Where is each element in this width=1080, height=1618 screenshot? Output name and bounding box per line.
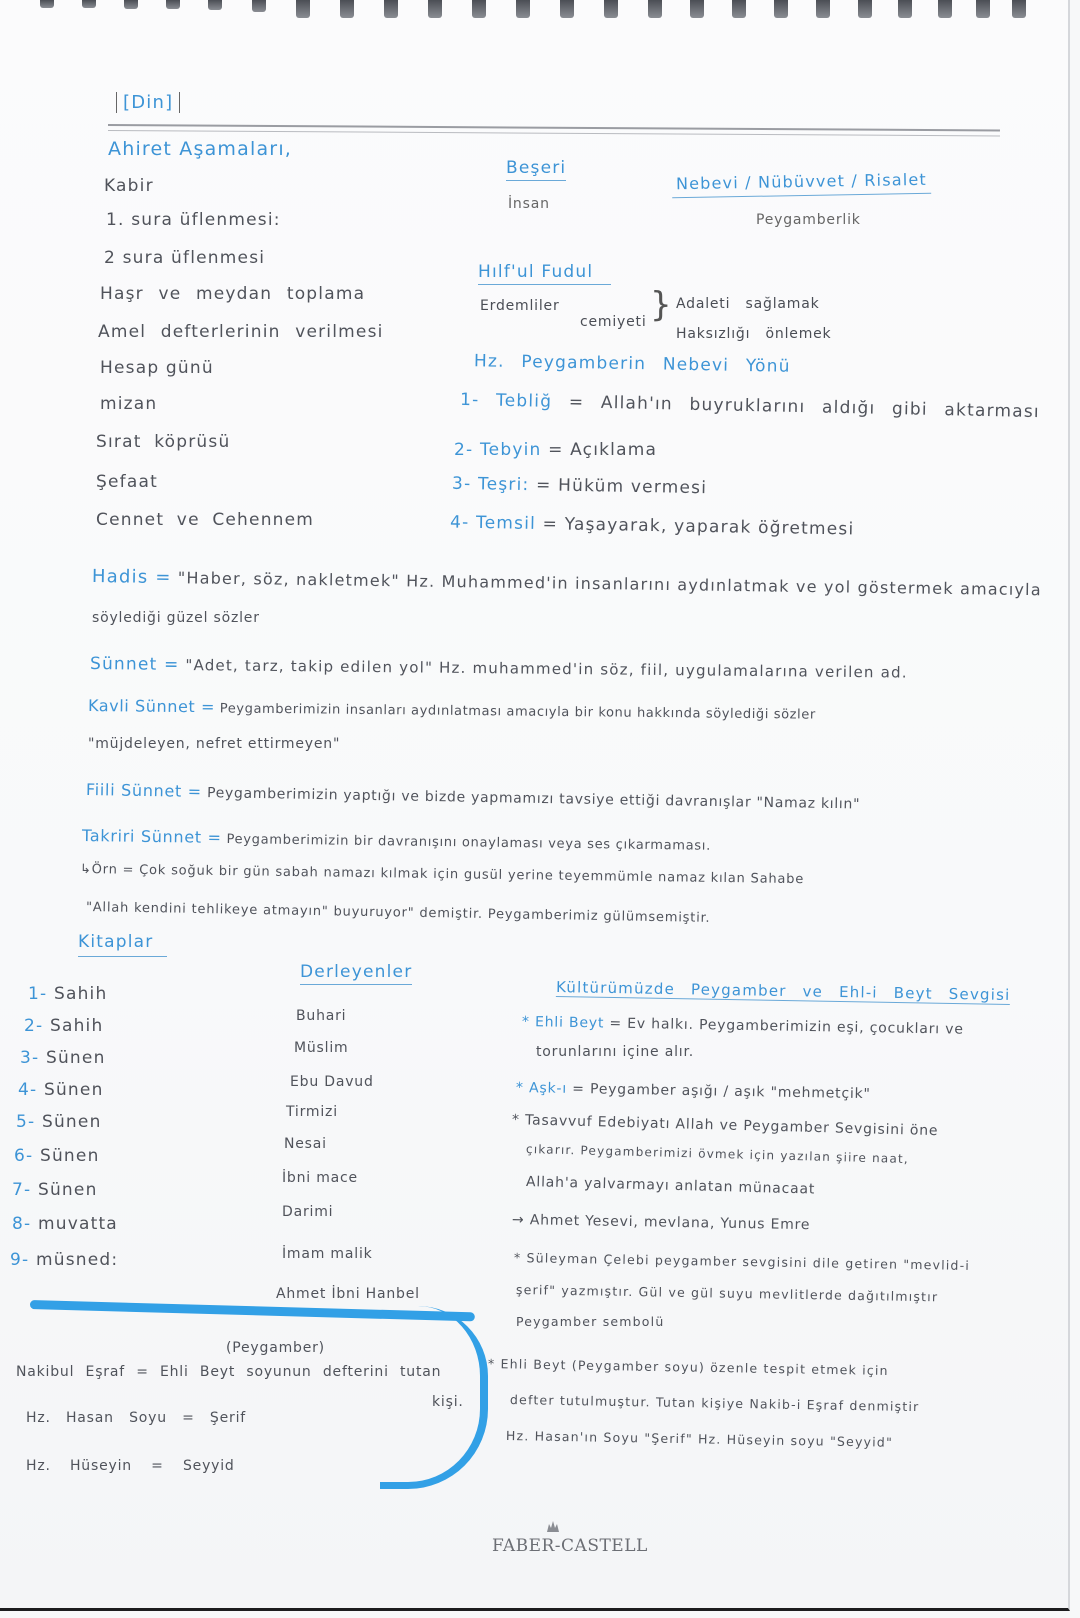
ahiret-item: 2 sura üflenmesi <box>104 248 266 268</box>
kulturumuzde-title: Kültürümüzde Peygamber ve Ehl-i Beyt Sevgisi <box>555 978 1011 1004</box>
nakibul-line-1b: kişi. <box>432 1394 464 1410</box>
derleyen-item: Buhari <box>296 1008 347 1024</box>
ahiret-item: Hesap günü <box>100 358 214 378</box>
arrow-line: → Ahmet Yesevi, mevlana, Yunus Emre <box>511 1212 811 1234</box>
ahiret-title: Ahiret Aşamaları, <box>108 138 293 160</box>
derleyen-item: İbni mace <box>282 1170 358 1186</box>
nakibul-line-2: Hz. Hasan Soyu = Şerif <box>26 1410 246 1426</box>
hadis-line: Hadis = "Haber, söz, nakletmek" Hz. Muhammed'in insanlarını aydınlatmak ve yol göstermek amacıyla <box>91 566 1042 600</box>
derleyen-item: Darimi <box>282 1204 334 1220</box>
derleyen-item: Ahmet İbni Hanbel <box>276 1286 420 1302</box>
kavli-line: Kavli Sünnet = Peygamberimizin insanları aydınlatması amacıyla bir konu hakkında söylediği sözler <box>87 696 816 723</box>
kitap-item: 8- muvatta <box>12 1214 118 1234</box>
derleyen-item: Tirmizi <box>286 1104 338 1120</box>
nebevi-item: 4- Temsil = Yaşayarak, yaparak öğretmesi <box>449 512 855 540</box>
ehli-beyt2-line: * Ehli Beyt (Peygamber soyu) özenle tespit etmek için <box>487 1356 889 1378</box>
suleyman-line-3: Peygamber sembolü <box>516 1314 665 1329</box>
nebevi-item: 1- Tebliğ = Allah'ın buyruklarını aldığı gibi aktarması <box>459 389 1040 423</box>
ahiret-item: Sırat köprüsü <box>96 432 231 452</box>
beseri-title: Beşeri <box>506 158 566 181</box>
kitap-item: 1- Sahih <box>28 984 108 1004</box>
ahiret-item: Şefaat <box>96 472 158 492</box>
tasavvuf-line-3: Allah'a yalvarmayı anlatan münacaat <box>525 1174 816 1198</box>
ahiret-item: Kabir <box>104 176 154 196</box>
derleyen-item: Müslim <box>294 1040 349 1056</box>
nebevi-item: 3- Teşri: = Hüküm vermesi <box>451 473 708 499</box>
kitaplar-title: Kitaplar <box>78 932 167 957</box>
knights-logo-icon <box>545 1518 561 1532</box>
brace-icon: } <box>650 285 672 325</box>
takriri-ornek: ↳Örn = Çok soğuk bir gün sabah namazı kılmak için gusül yerine teyemmümle namaz kılan Sahabe <box>79 862 805 888</box>
ahiret-item: Cennet ve Cehennem <box>96 510 315 530</box>
fiili-line: Fiili Sünnet = Peygamberimizin yaptığı ve bizde yapmamızı tavsiye ettiği davranışlar "Namaz kılın" <box>85 780 861 813</box>
hadis-line-2: söylediği güzel sözler <box>92 610 260 626</box>
hilful-right: Adaleti sağlamak <box>676 296 820 312</box>
takriri-line-3: "Allah kendini tehlikeye atmayın" buyuruyor" demiştir. Peygamberimiz gülümsemiştir. <box>85 900 711 926</box>
nakibul-line: Nakibul Eşraf = Ehli Beyt soyunun defterini tutan <box>16 1364 442 1380</box>
nebevi-yonu-title: Hz. Peygamberin Nebevi Yönü <box>473 351 791 377</box>
kitap-item: 7- Sünen <box>12 1180 98 1200</box>
kitap-item: 9- müsned: <box>10 1250 119 1270</box>
kitap-item: 3- Sünen <box>20 1048 106 1068</box>
nakibul-note: (Peygamber) <box>226 1340 325 1356</box>
kitap-item: 4- Sünen <box>18 1080 104 1100</box>
ehli-beyt2-line-3: Hz. Hasan'ın Soyu "Şerif" Hz. Hüseyin soyu "Seyyid" <box>505 1428 894 1450</box>
ahiret-item: Haşr ve meydan toplama <box>100 284 366 304</box>
hilful-title: Hılf'ul Fudul <box>478 262 611 285</box>
tasavvuf-line: * Tasavvuf Edebiyatı Allah ve Peygamber Sevgisini öne <box>511 1112 939 1140</box>
header-rule-2 <box>108 130 1000 136</box>
kitap-item: 5- Sünen <box>16 1112 102 1132</box>
ahiret-item: Amel defterlerinin verilmesi <box>98 322 384 342</box>
hilful-right: Haksızlığı önlemek <box>676 326 832 342</box>
brand-logo: FABER-CASTELL <box>492 1536 648 1556</box>
ehli-beyt2-line-2: defter tutulmuştur. Tutan kişiye Nakib-i Eşraf denmiştir <box>509 1392 920 1415</box>
suleyman-line: * Süleyman Çelebi peygamber sevgisini dile getiren "mevlid-i <box>513 1250 971 1273</box>
derleyenler-title: Derleyenler <box>300 962 412 985</box>
kavli-line-2: "müjdeleyen, nefret ettirmeyen" <box>88 736 341 752</box>
hilful-left: Erdemliler <box>480 298 560 314</box>
ehli-beyt-line-2: torunlarını içine alır. <box>536 1044 694 1060</box>
spiral-binding <box>0 0 1080 22</box>
hilful-left-2: cemiyeti <box>580 314 647 330</box>
nebevi-item: 2- Tebyin = Açıklama <box>454 440 658 460</box>
nebevi-title: Nebevi / Nübüvvet / Risalet <box>672 170 931 199</box>
derleyen-item: İmam malik <box>282 1246 373 1262</box>
asik-line: * Aşk-ı = Peygamber aşığı / aşık "mehmetçik" <box>515 1080 871 1103</box>
derleyen-item: Nesai <box>284 1136 327 1152</box>
kitap-item: 6- Sünen <box>14 1146 100 1166</box>
ehli-beyt-line: * Ehli Beyt = Ev halkı. Peygamberimizin eşi, çocukları ve <box>521 1014 964 1038</box>
takriri-line: Takriri Sünnet = Peygamberimizin bir davranışını onaylaması veya ses çıkarmaması. <box>81 826 712 854</box>
derleyen-item: Ebu Davud <box>290 1074 374 1090</box>
subject-title: [Din] <box>116 92 180 113</box>
kitap-item: 2- Sahih <box>24 1016 104 1036</box>
ahiret-item: mizan <box>100 394 158 414</box>
sunnet-line: Sünnet = "Adet, tarz, takip edilen yol" Hz. muhammed'in söz, fiil, uygulamalarına verilen ad. <box>89 654 908 682</box>
tasavvuf-line-2: çıkarır. Peygamberimizi övmek için yazılan şiire naat, <box>525 1142 910 1167</box>
beseri-sub: İnsan <box>508 196 550 212</box>
ahiret-item: 1. sura üflenmesi: <box>106 210 281 230</box>
suleyman-line-2: şerif" yazmıştır. Gül ve gül suyu mevlitlerde dağıtılmıştır <box>515 1282 939 1305</box>
nakibul-line-3: Hz. Hüseyin = Seyyid <box>26 1458 235 1474</box>
nebevi-sub: Peygamberlik <box>756 212 861 228</box>
